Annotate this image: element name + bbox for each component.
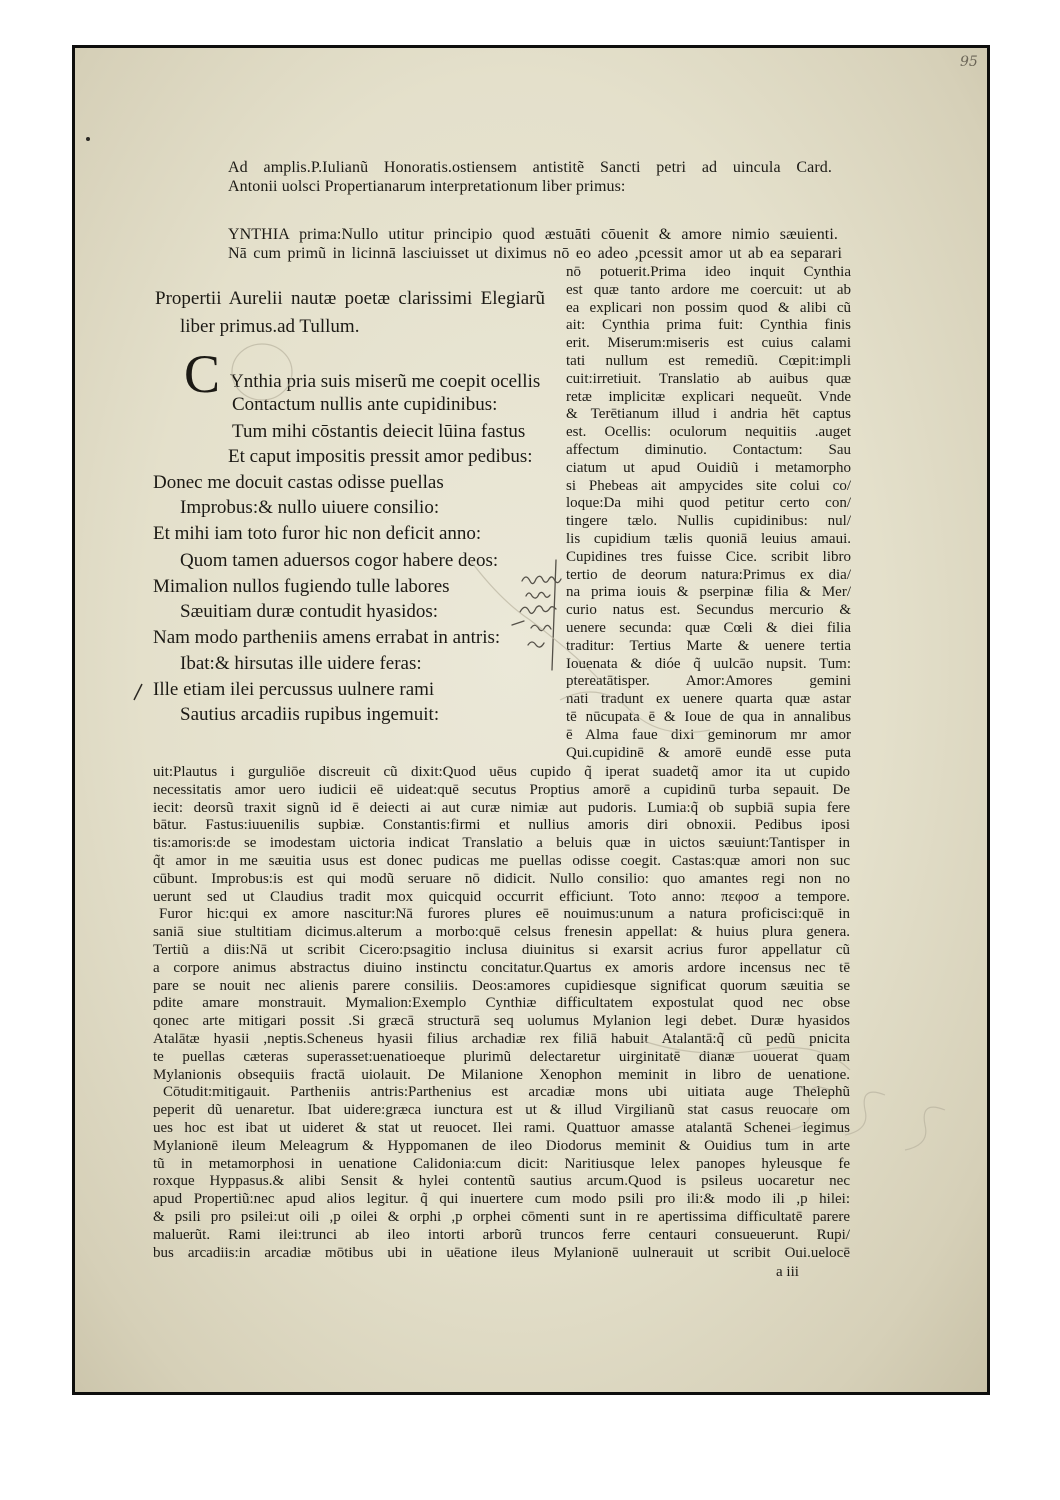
verse-line: Sæuitiam duræ contudit hyasidos:	[180, 601, 439, 622]
commentary-line: qonec arte mitigari possit .Si græcā structurā seq uolumus Mylanion legi debet. Duræ hyasidos	[153, 1013, 850, 1030]
verse-line: Ynthia pria suis miserũ me coepit ocellis	[230, 371, 541, 392]
commentary-line: est. Ocellis: oculorum nequitiis .auget	[566, 424, 851, 441]
commentary-line: iecit: deorsũ traxit signũ id ē deiecti ai aut curæ nimiæ aut pudoris. Lumia:q̃ ob supbiā supia fere	[153, 799, 850, 816]
commentary-line: erit. Miserum:miseris est cuius calami	[566, 335, 851, 352]
commentary-line: curio natus est. Secundus mercurio &	[566, 602, 851, 619]
commentary-line: tē nūcupata ē & Ioue de qua in annalibus	[566, 708, 851, 725]
commentary-line: affectum diminutio. Contactum: Sau	[566, 441, 851, 458]
commentary-line: bus arcadiis:in arcadiæ mōtibus ubi in uēatione ileus Mylanionē uulnerauit ut scribit Oui.uelocē	[153, 1244, 850, 1261]
commentary-line: saniā siue stultitiam dicimus.alterum a morbo:quē celsus frenesin appellat: & huius plura genera.	[153, 924, 850, 941]
commentary-line: Atalātæ hyasii ,neptis.Scheneus hyasii filius archadiæ rex filiā habuit Atalantā:q̃ cũ pedũ pnicita	[153, 1030, 850, 1047]
dedication-line-2: Antonii uolsci Propertianarum interpretationum liber primus:	[228, 178, 626, 195]
commentary-line: necessitatis amor uero iudicii eē uideat:quē secutus Proptius amorē a cupidinū turba sepauit. De	[153, 781, 850, 798]
commentary-line: Mylanionē ileum Meleagrum & Hyppomanen de ileo Diodorus meminit & Ouidius tum in arte	[153, 1137, 850, 1154]
commentary-line: ptereatātisper. Amor:Amores gemini	[566, 673, 851, 690]
commentary-opening-line-1: YNTHIA prima:Nullo utitur principio quod æstuāti cōuenit & amore nimio sæuienti.	[228, 226, 838, 243]
commentary-line: Mylanionis obsequiis fractā uiolauit. De Milanione Xenophon meminit in libro de uenatione.	[153, 1066, 850, 1083]
commentary-line: ea explicari non possim quod & alibi cũ	[566, 299, 851, 316]
commentary-line: a corpore animus abstractus diuino instinctu concitatur.Quartus ex amoris ardore incensus nec tē	[153, 959, 850, 976]
verse-line: Donec me docuit castas odisse puellas	[153, 472, 444, 493]
ink-dot	[86, 137, 90, 141]
verse-line: Et mihi iam toto furor hic non deficit anno:	[153, 523, 482, 544]
commentary-line: ē Alma faue dixi geminorum mr amor	[566, 726, 851, 743]
signature-mark: a iii	[776, 1264, 799, 1280]
commentary-line: est quæ tanto ardore me coercuit: ut ab	[566, 281, 851, 298]
folio-number: 95	[960, 54, 978, 70]
commentary-line: apud Propertiũ:nec apud alios legitur. q̃ qui inuertere cum modo psili pro ili:& modo ili ,p hilei:	[153, 1191, 850, 1208]
commentary-line: & psili pro psilei:ut oili ,p oilei & orphi ,p orphei cōmenti sunt in re apertissima difficultatē parere	[153, 1208, 850, 1225]
commentary-line: nō potuerit.Prima ideo inquit Cynthia	[566, 264, 851, 280]
verse-line: Et caput impositis pressit amor pedibus:	[228, 446, 533, 467]
commentary-line: uenere secunda: quæ Cœli & diei filia	[566, 619, 851, 636]
verse-line: Quom tamen aduersos cogor habere deos:	[180, 550, 499, 571]
commentary-line: cuit:irretiuit. Translatio ab auibus quæ	[566, 370, 851, 387]
poem-title-line-1: Propertii Aurelii nautæ poetæ clarissimi Elegiarũ	[155, 288, 545, 309]
verse-line: Mimalion nullos fugiendo tulle labores	[153, 576, 450, 597]
commentary-line: traditur: Tertius Marte & uenere tertia	[566, 637, 851, 654]
dedication-line-1: Ad amplis.P.Iulianũ Honoratis.ostiensem antistitẽ Sancti petri ad uincula Card.	[228, 159, 832, 176]
initial-letter: C	[184, 344, 221, 404]
commentary-line: ciatum ut apud Ouidiũ i metamorpho	[566, 459, 851, 476]
commentary-line: loque:Da mihi quod petitur certo con/	[566, 495, 851, 512]
commentary-line: & Terētianum illud i andria hēt captus	[566, 406, 851, 423]
commentary-line: pare se nouit nec alienis parere consiliis. Deos:amores cupidiesque significat quorum sæuitia se	[153, 977, 850, 994]
commentary-line: na prima iouis & pserpinæ filia & Mer/	[566, 584, 851, 601]
commentary-line: bātur. Fastus:iuuenilis supbiæ. Constantis:firmi et nullius amoris diri obnoxii. Pedibus iposi	[153, 817, 850, 834]
verse-line: Contactum nullis ante cupidinibus:	[232, 394, 498, 415]
commentary-line: pdite amare monstrauit. Mymalion:Exemplo Cynthiæ difficultatem expostulat quod nec obse	[153, 995, 850, 1012]
verse-line: Tum mihi cōstantis deiecit lūina fastus	[232, 421, 526, 442]
verse-line: Nam modo partheniis amens errabat in antris:	[153, 627, 501, 648]
commentary-line: te puellas cæteras superasset:uenatioeque plurimũ delectaretur uirginitatē dianæ uouerat quam	[153, 1048, 850, 1065]
commentary-line: q̃t amor in me sæuitia usus est donec pudicas me puellas odisse coegit. Castas:quæ amori non suc	[153, 852, 850, 869]
right-commentary-column	[566, 264, 851, 762]
bottom-commentary-block	[153, 764, 850, 1262]
commentary-line: Iouenata & dióe q̃ uulcāo nupsit. Tum:	[566, 655, 851, 672]
commentary-line: lis cupidium tælis quoniā leuius amaui.	[566, 530, 851, 547]
commentary-line: si Phebeas ait ampycides site colui co/	[566, 477, 851, 494]
commentary-line: Tertiũ a diis:Nā ut scribit Cicero:psagitio inclusa diuinitus si exarsit acrius furor appellatur cũ	[153, 941, 850, 958]
verse-line: Improbus:& nullo uiuere consilio:	[180, 497, 440, 518]
commentary-line: uerunt sed ut Claudius tradit mox quicquid occurrit efficiunt. Toto anno: πεφοσ a tempore.	[153, 888, 850, 905]
commentary-line: Cōtudit:mitigauit. Partheniis antris:Parthenius est arcadiæ mons ubi uitiata auge Thelephũ	[163, 1084, 850, 1101]
verse-line: Sautius arcadiis rupibus ingemuit:	[180, 704, 440, 725]
commentary-opening-line-2: Nā cum primũ in licinnā lasciuisset ut diximus nō eo adeo ,pcessit amor ut ab ea separari	[228, 245, 842, 262]
commentary-line: ait: Cynthia prima fuit: Cynthia finis	[566, 317, 851, 334]
commentary-line: peperit dũ uenaretur. Ibat uidere:græca iunctura est ut & illud Virgilianũ stat casus reuocare om	[153, 1102, 850, 1119]
commentary-line: tis:amoris:de se imodestam uictoria indicat Translatio a beluis quæ in uictos sæuiunt:Tantisper in	[153, 835, 850, 852]
commentary-line: uit:Plautus i gurguliōe discreuit cũ dixit:Quod uēus cupido q̃ iperat suadetq̃ amor ita ut cupido	[153, 764, 850, 780]
commentary-line: cūbunt. Improbus:is est qui modũ seruare nō didicit. Nullo consilio: quo amantes regi non no	[153, 870, 850, 887]
commentary-line: nati tradunt ex uenere quarta quæ astar	[566, 691, 851, 708]
commentary-line: tertio de deorum natura:Primus ex dia/	[566, 566, 851, 583]
commentary-line: tingere tælo. Nullis cupidinibus: nul/	[566, 513, 851, 530]
verse-line: Ibat:& hirsutas ille uidere feras:	[180, 653, 422, 674]
commentary-line: tati nullum est remediũ. Cœpit:impli	[566, 352, 851, 369]
commentary-line: retæ implicitæ explicari nequeũt. Vnde	[566, 388, 851, 405]
commentary-line: maluerũt. Rami ilei:trunci ab ileo intorti arborũ truncos ferre centauri consueuerunt. Rupi/	[153, 1226, 850, 1243]
commentary-line: tũ in metamorphosi in uenatione Calidonia:cum dicit: Naritiusque lelex panopes hyleusque fe	[153, 1155, 850, 1172]
commentary-line: Cupidines tres fuisse Cice. scribit libro	[566, 548, 851, 565]
verse-line: Ille etiam ilei percussus uulnere rami	[153, 679, 435, 700]
poem-title-line-2: liber primus.ad Tullum.	[180, 316, 360, 337]
commentary-line: Qui.cupidinē & amorē eundē esse puta	[566, 744, 851, 761]
commentary-line: roxque Hyppasus.& alibi Sensit & hylei contentũ sautius arcum.Quod is psileus uocaretur nec	[153, 1173, 850, 1190]
commentary-line: ues hoc est ibat ut uideret & stat ut reuocet. Ilei rami. Quattuor amasse atalantā Schenei legimus	[153, 1119, 850, 1136]
commentary-line: Furor hic:qui ex amore nascitur:Nā furores plures eē nouimus:unum a natura proficisci:quē in	[159, 906, 850, 923]
